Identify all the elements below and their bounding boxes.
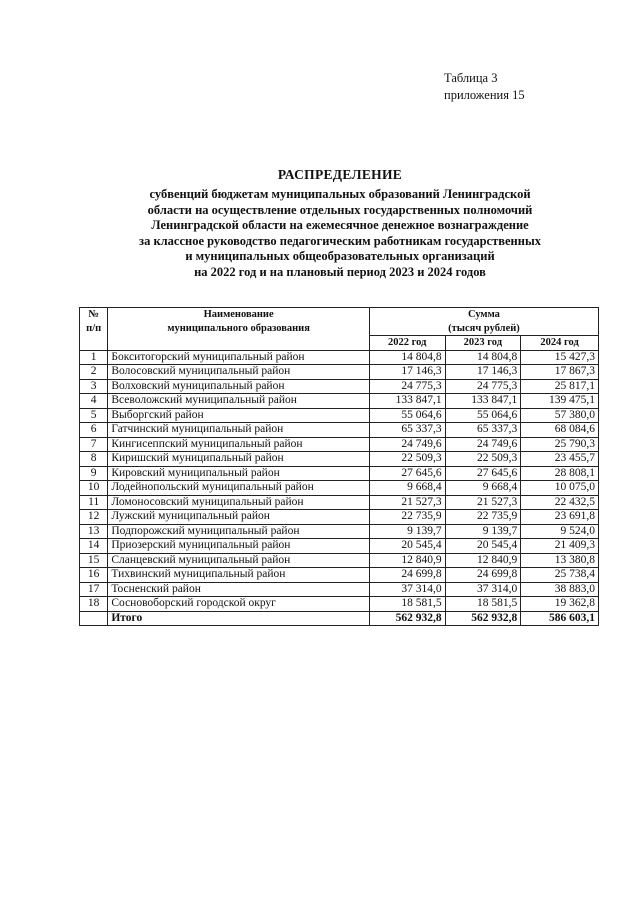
table-row bbox=[80, 510, 599, 525]
value-2023: 24 749,6 bbox=[445, 437, 521, 452]
subtitle-line: и муниципальных общеобразовательных организаций bbox=[185, 249, 495, 263]
value-2022: 22 735,9 bbox=[369, 510, 445, 525]
table-row bbox=[80, 481, 599, 496]
table-row bbox=[80, 524, 599, 539]
table-row bbox=[80, 568, 599, 583]
municipality-name: Ломоносовский муниципальный район bbox=[108, 495, 370, 510]
document-heading bbox=[60, 166, 620, 280]
municipality-name: Тосненский район bbox=[108, 582, 370, 597]
municipality-name: Лодейнопольский муниципальный район bbox=[108, 481, 370, 496]
header-name-line2: муниципального образования bbox=[167, 322, 310, 334]
subtitle-line: на 2022 год и на плановый период 2023 и 2024 годов bbox=[194, 264, 486, 279]
row-number: 10 bbox=[80, 481, 108, 496]
row-number: 12 bbox=[80, 510, 108, 525]
row-number: 9 bbox=[80, 466, 108, 481]
subtitle-line: области на осуществление отдельных государственных полномочий bbox=[147, 202, 533, 217]
value-2024: 23 455,7 bbox=[521, 452, 599, 467]
table-header bbox=[80, 308, 599, 351]
table-row bbox=[80, 452, 599, 467]
value-2024: 22 432,5 bbox=[521, 495, 599, 510]
value-2023: 14 804,8 bbox=[445, 350, 521, 365]
column-header-2024: 2024 год bbox=[521, 336, 599, 351]
value-2022: 14 804,8 bbox=[369, 350, 445, 365]
value-2024: 25 738,4 bbox=[521, 568, 599, 583]
value-2022: 22 509,3 bbox=[369, 452, 445, 467]
row-number: 8 bbox=[80, 452, 108, 467]
total-number-cell bbox=[80, 611, 108, 626]
row-number: 2 bbox=[80, 365, 108, 380]
row-number: 14 bbox=[80, 539, 108, 554]
value-2022: 20 545,4 bbox=[369, 539, 445, 554]
column-header-2023: 2023 год bbox=[445, 336, 521, 351]
value-2022: 18 581,5 bbox=[369, 597, 445, 612]
municipality-name: Волховский муниципальный район bbox=[108, 379, 370, 394]
header-sum-unit: (тысяч рублей) bbox=[448, 322, 520, 334]
value-2024: 17 867,3 bbox=[521, 365, 599, 380]
table-row bbox=[80, 597, 599, 612]
total-2024: 586 603,1 bbox=[521, 611, 599, 626]
value-2024: 9 524,0 bbox=[521, 524, 599, 539]
value-2024: 25 817,1 bbox=[521, 379, 599, 394]
row-number: 7 bbox=[80, 437, 108, 452]
value-2024: 13 380,8 bbox=[521, 553, 599, 568]
column-header-2022: 2022 год bbox=[369, 336, 445, 351]
table-row bbox=[80, 394, 599, 409]
municipality-name: Волосовский муниципальный район bbox=[108, 365, 370, 380]
table-row bbox=[80, 553, 599, 568]
table-row bbox=[80, 466, 599, 481]
row-number: 13 bbox=[80, 524, 108, 539]
appendix-number: приложения 15 bbox=[444, 88, 525, 102]
column-header-number bbox=[80, 308, 108, 351]
column-header-name bbox=[108, 308, 370, 351]
value-2023: 24 699,8 bbox=[445, 568, 521, 583]
table-row bbox=[80, 437, 599, 452]
municipality-name: Гатчинский муниципальный район bbox=[108, 423, 370, 438]
municipality-name: Бокситогорский муниципальный район bbox=[108, 350, 370, 365]
value-2024: 28 808,1 bbox=[521, 466, 599, 481]
row-number: 3 bbox=[80, 379, 108, 394]
column-header-sum bbox=[369, 308, 598, 336]
municipality-name: Подпорожский муниципальный район bbox=[108, 524, 370, 539]
value-2022: 17 146,3 bbox=[369, 365, 445, 380]
row-number: 18 bbox=[80, 597, 108, 612]
value-2022: 133 847,1 bbox=[369, 394, 445, 409]
row-number: 5 bbox=[80, 408, 108, 423]
value-2024: 68 084,6 bbox=[521, 423, 599, 438]
row-number: 1 bbox=[80, 350, 108, 365]
value-2022: 55 064,6 bbox=[369, 408, 445, 423]
document-subtitle bbox=[60, 187, 620, 280]
value-2022: 24 699,8 bbox=[369, 568, 445, 583]
value-2022: 65 337,3 bbox=[369, 423, 445, 438]
value-2023: 55 064,6 bbox=[445, 408, 521, 423]
value-2023: 17 146,3 bbox=[445, 365, 521, 380]
header-number-sign: № bbox=[88, 309, 99, 320]
municipality-name: Тихвинский муниципальный район bbox=[108, 568, 370, 583]
appendix-table-number: Таблица 3 bbox=[444, 71, 498, 85]
municipality-name: Кингисеппский муниципальный район bbox=[108, 437, 370, 452]
value-2023: 9 139,7 bbox=[445, 524, 521, 539]
table-row bbox=[80, 408, 599, 423]
municipality-name: Киришский муниципальный район bbox=[108, 452, 370, 467]
total-2022: 562 932,8 bbox=[369, 611, 445, 626]
value-2022: 27 645,6 bbox=[369, 466, 445, 481]
value-2024: 21 409,3 bbox=[521, 539, 599, 554]
value-2024: 57 380,0 bbox=[521, 408, 599, 423]
value-2024: 25 790,3 bbox=[521, 437, 599, 452]
value-2022: 9 668,4 bbox=[369, 481, 445, 496]
municipality-name: Приозерский муниципальный район bbox=[108, 539, 370, 554]
value-2023: 12 840,9 bbox=[445, 553, 521, 568]
subtitle-line: субвенций бюджетам муниципальных образований Ленинградской bbox=[149, 187, 531, 201]
value-2023: 133 847,1 bbox=[445, 394, 521, 409]
table-row bbox=[80, 350, 599, 365]
value-2023: 21 527,3 bbox=[445, 495, 521, 510]
header-name-line1: Наименование bbox=[203, 309, 274, 320]
value-2023: 9 668,4 bbox=[445, 481, 521, 496]
value-2023: 27 645,6 bbox=[445, 466, 521, 481]
row-number: 4 bbox=[80, 394, 108, 409]
subtitle-line: Ленинградской области на ежемесячное денежное вознаграждение bbox=[151, 218, 529, 232]
municipality-name: Сосновоборский городской округ bbox=[108, 597, 370, 612]
table-row bbox=[80, 582, 599, 597]
value-2022: 12 840,9 bbox=[369, 553, 445, 568]
row-number: 17 bbox=[80, 582, 108, 597]
municipality-name: Сланцевский муниципальный район bbox=[108, 553, 370, 568]
value-2024: 10 075,0 bbox=[521, 481, 599, 496]
value-2022: 24 775,3 bbox=[369, 379, 445, 394]
value-2022: 37 314,0 bbox=[369, 582, 445, 597]
total-row bbox=[80, 611, 599, 626]
table-row bbox=[80, 423, 599, 438]
total-2023: 562 932,8 bbox=[445, 611, 521, 626]
municipality-name: Всеволожский муниципальный район bbox=[108, 394, 370, 409]
value-2023: 65 337,3 bbox=[445, 423, 521, 438]
value-2024: 23 691,8 bbox=[521, 510, 599, 525]
value-2024: 38 883,0 bbox=[521, 582, 599, 597]
row-number: 16 bbox=[80, 568, 108, 583]
value-2023: 20 545,4 bbox=[445, 539, 521, 554]
table-row bbox=[80, 539, 599, 554]
table-row bbox=[80, 379, 599, 394]
row-number: 6 bbox=[80, 423, 108, 438]
value-2022: 9 139,7 bbox=[369, 524, 445, 539]
header-sum-label: Сумма bbox=[468, 309, 500, 320]
value-2022: 21 527,3 bbox=[369, 495, 445, 510]
value-2023: 24 775,3 bbox=[445, 379, 521, 394]
row-number: 15 bbox=[80, 553, 108, 568]
document-title: РАСПРЕДЕЛЕНИЕ bbox=[277, 167, 403, 182]
value-2024: 19 362,8 bbox=[521, 597, 599, 612]
value-2024: 139 475,1 bbox=[521, 394, 599, 409]
value-2023: 18 581,5 bbox=[445, 597, 521, 612]
value-2023: 22 509,3 bbox=[445, 452, 521, 467]
municipality-name: Выборгский район bbox=[108, 408, 370, 423]
table-body bbox=[80, 350, 599, 611]
value-2023: 22 735,9 bbox=[445, 510, 521, 525]
municipality-name: Лужский муниципальный район bbox=[108, 510, 370, 525]
total-label: Итого bbox=[108, 611, 370, 626]
table-row bbox=[80, 365, 599, 380]
subtitle-line: за классное руководство педагогическим работникам государственных bbox=[139, 233, 541, 248]
municipality-name: Кировский муниципальный район bbox=[108, 466, 370, 481]
header-number-abbrev: п/п bbox=[86, 322, 102, 334]
row-number: 11 bbox=[80, 495, 108, 510]
value-2023: 37 314,0 bbox=[445, 582, 521, 597]
distribution-table bbox=[79, 307, 599, 626]
appendix-reference bbox=[444, 70, 525, 104]
value-2024: 15 427,3 bbox=[521, 350, 599, 365]
value-2022: 24 749,6 bbox=[369, 437, 445, 452]
table-row bbox=[80, 495, 599, 510]
